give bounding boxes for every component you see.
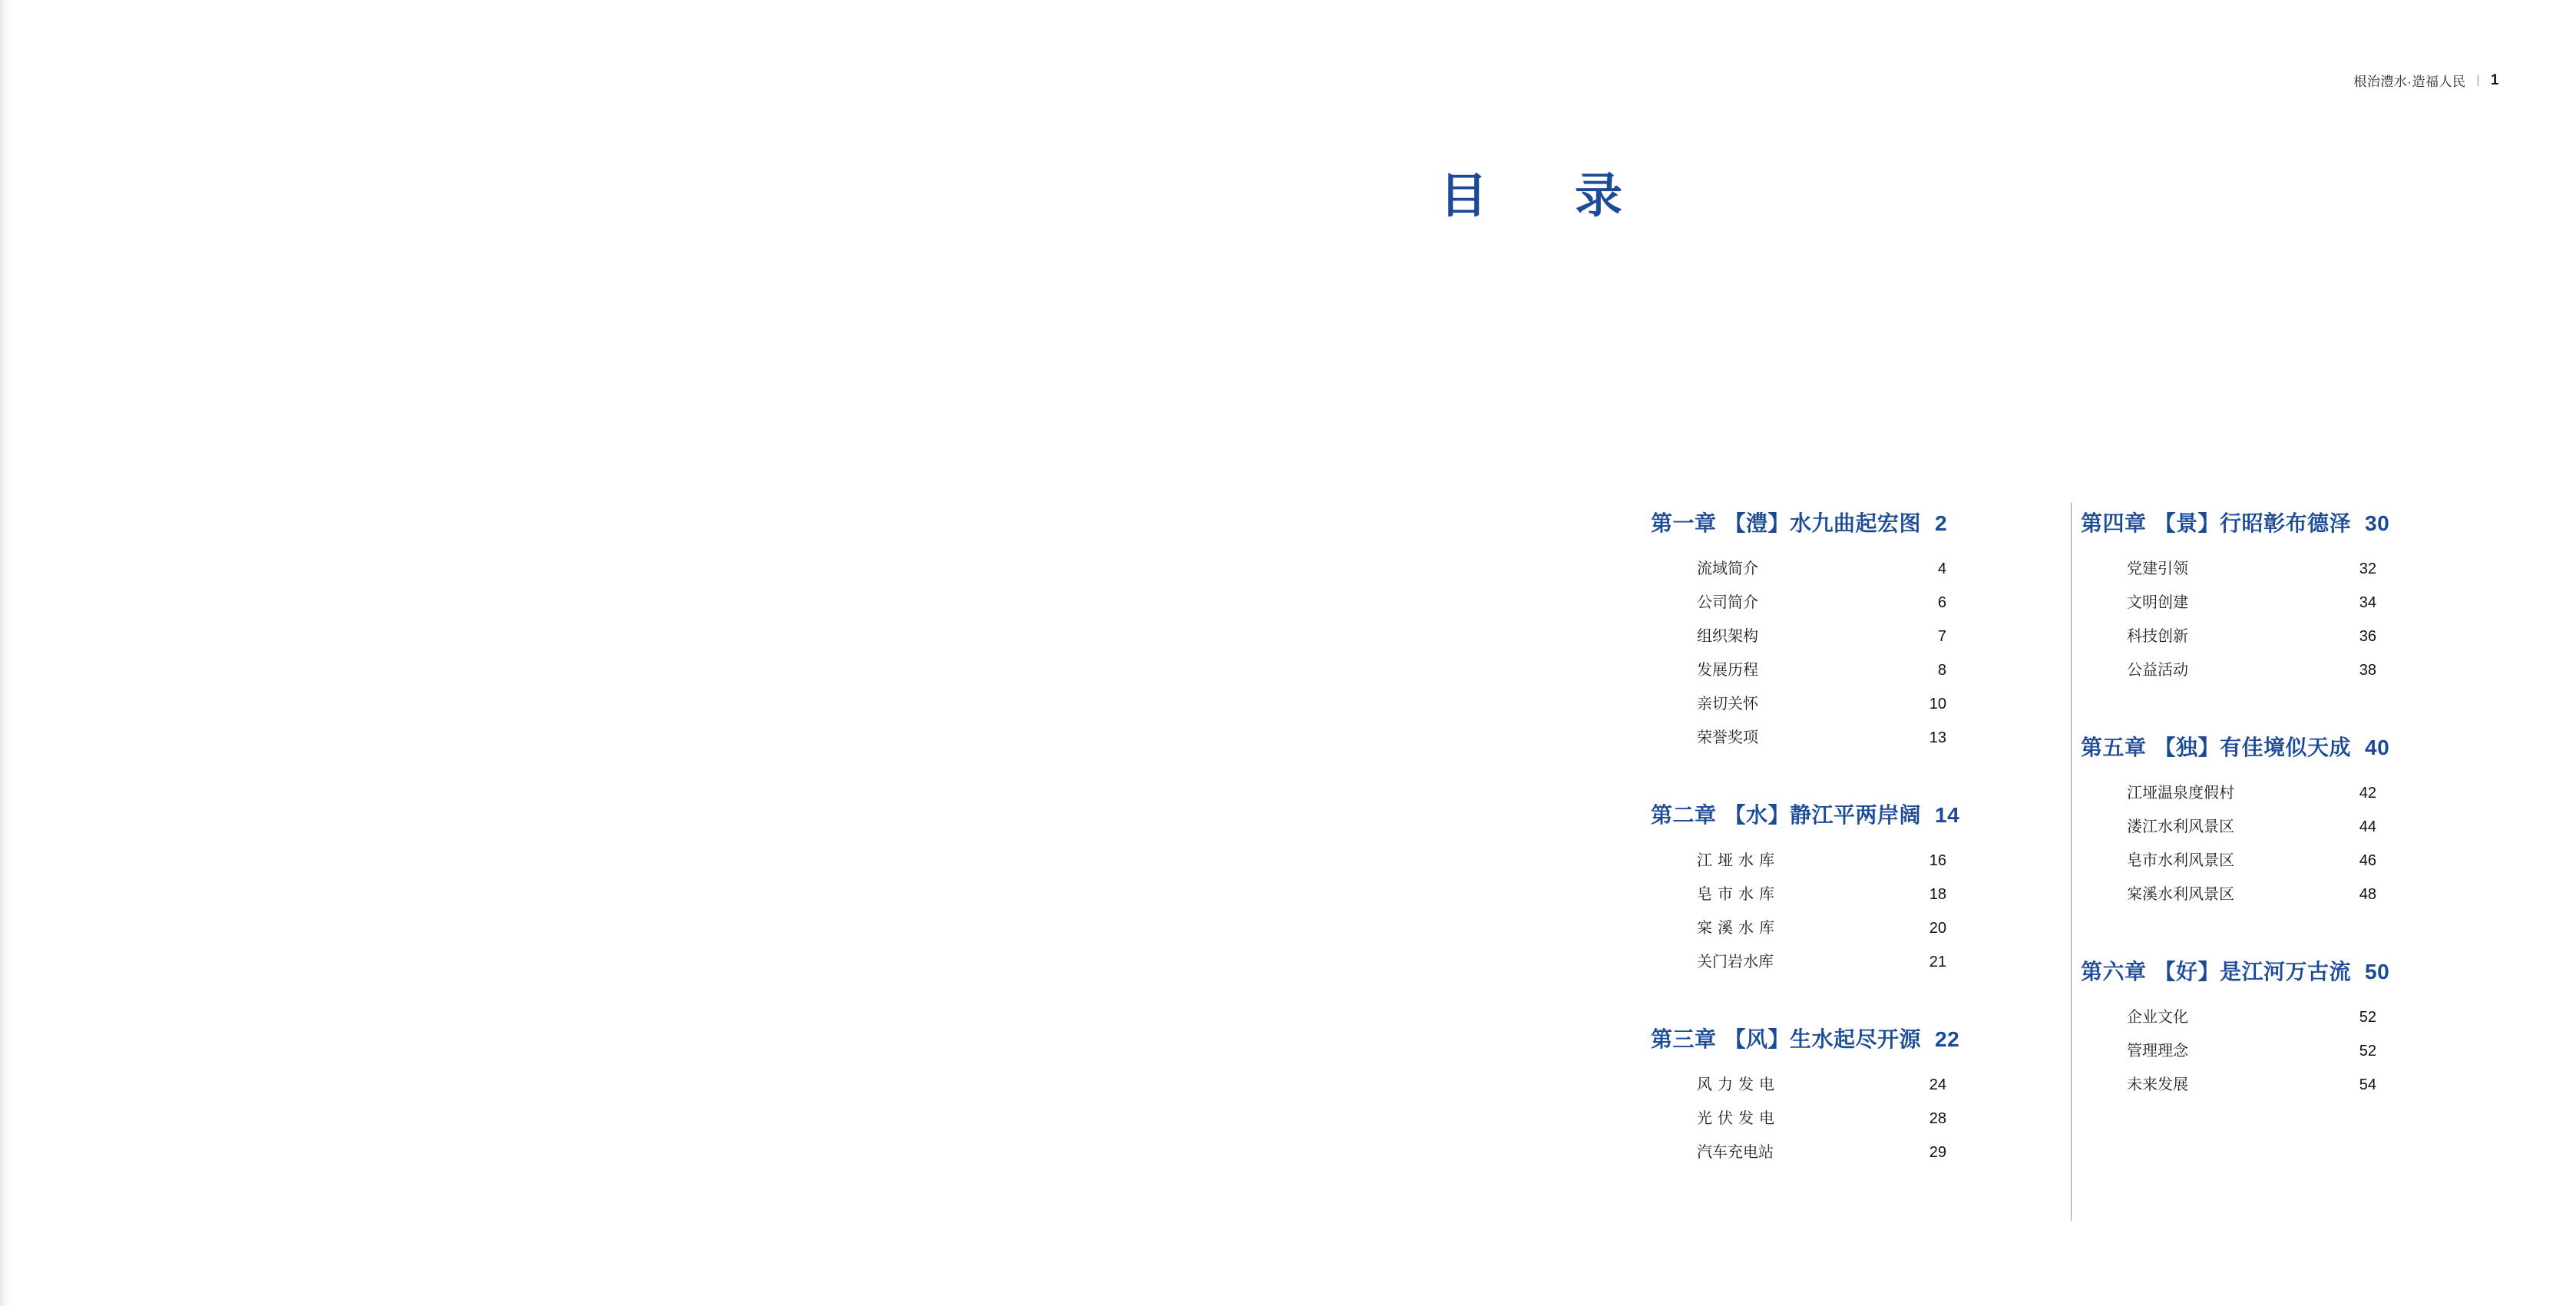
chapter-block	[2081, 731, 2465, 915]
toc-entry[interactable]	[2127, 848, 2465, 881]
toc-entry-label: 关门岩水库	[1697, 954, 1774, 970]
toc-entry-page: 20	[1929, 920, 1946, 937]
chapter-title: 【风】生水起尽开源	[1724, 1027, 1922, 1051]
toc-entry[interactable]	[1697, 623, 2035, 657]
chapter-title: 【水】静江平两岸阔	[1724, 803, 1922, 827]
toc-entry-page: 21	[1929, 954, 1946, 970]
toc-entry-label: 皂市水利风景区	[2127, 852, 2234, 869]
toc-entry-page: 34	[2359, 594, 2376, 611]
chapter-heading[interactable]	[1651, 798, 2035, 829]
toc-entry[interactable]	[1697, 691, 2035, 725]
toc-entry-label: 组织架构	[1697, 628, 1758, 645]
toc-entry-page: 6	[1937, 594, 1946, 611]
toc-entry[interactable]	[1697, 590, 2035, 623]
toc-entry-label: 管理理念	[2127, 1043, 2188, 1060]
toc-entry-page: 42	[2359, 785, 2376, 802]
chapter-number: 第六章	[2081, 960, 2147, 984]
toc-column-right	[2035, 507, 2465, 1173]
toc-entry[interactable]	[2127, 623, 2465, 657]
toc-entry-page: 29	[1929, 1144, 1946, 1161]
toc-entry-label: 企业文化	[2127, 1009, 2188, 1026]
toc-entry-page: 7	[1937, 628, 1946, 645]
chapter-entries	[2081, 1004, 2465, 1106]
toc-entry-page: 44	[2359, 818, 2376, 835]
toc-entry-page: 24	[1929, 1076, 1946, 1093]
toc-entry-page: 38	[2359, 662, 2376, 679]
toc-entry-page: 52	[2359, 1009, 2376, 1026]
toc-column-left	[1651, 507, 2035, 1173]
chapter-heading[interactable]	[2081, 955, 2465, 986]
toc-entry-label: 荣誉奖项	[1697, 729, 1758, 746]
running-header	[2353, 71, 2499, 90]
chapter-entries	[1651, 848, 2035, 983]
chapter-title: 【景】行昭彰布德泽	[2154, 511, 2352, 535]
toc-entry-label: 江垭水库	[1697, 852, 1780, 869]
toc-entry[interactable]	[2127, 780, 2465, 814]
chapter-heading[interactable]	[2081, 731, 2465, 762]
toc-entry[interactable]	[2127, 657, 2465, 691]
chapter-title: 【好】是江河万古流	[2154, 960, 2352, 984]
toc-entry[interactable]	[1697, 1072, 2035, 1106]
chapter-heading[interactable]	[1651, 507, 2035, 537]
chapter-number: 第三章	[1651, 1027, 1717, 1051]
toc-entry[interactable]	[1697, 1139, 2035, 1173]
toc-entry[interactable]	[1697, 1106, 2035, 1139]
page-gutter-shading	[0, 0, 11, 1306]
toc-entry-label: 宲溪水库	[1697, 920, 1780, 937]
toc-entry-page: 8	[1937, 662, 1946, 679]
toc-entry-page: 4	[1937, 560, 1946, 577]
chapter-number: 第一章	[1651, 511, 1717, 535]
chapter-page-number: 40	[2365, 736, 2390, 759]
chapter-number: 第四章	[2081, 511, 2147, 535]
chapter-block	[1651, 798, 2035, 983]
chapter-title: 【独】有佳境似天成	[2154, 736, 2352, 759]
chapter-page-number: 22	[1935, 1027, 1960, 1051]
running-header-page-number: 1	[2490, 71, 2499, 88]
chapter-page-number: 30	[2365, 511, 2390, 535]
page-title: 目 录	[1440, 170, 1643, 223]
chapter-entries	[1651, 556, 2035, 759]
toc-entry-page: 28	[1929, 1110, 1946, 1127]
toc-entry-page: 18	[1929, 886, 1946, 903]
toc-entry-label: 江垭温泉度假村	[2127, 785, 2234, 802]
toc-entry[interactable]	[1697, 556, 2035, 590]
toc-entry[interactable]	[1697, 949, 2035, 983]
toc-entry-label: 宲溪水利风景区	[2127, 886, 2234, 903]
chapter-entries	[2081, 556, 2465, 691]
toc-entry-label: 未来发展	[2127, 1076, 2188, 1093]
toc-entry[interactable]	[1697, 657, 2035, 691]
toc-entry-page: 10	[1929, 696, 1946, 713]
toc-entry-page: 48	[2359, 886, 2376, 903]
chapter-block	[1651, 507, 2035, 759]
toc-entry-label: 亲切关怀	[1697, 696, 1758, 713]
toc-entry-page: 16	[1929, 852, 1946, 869]
chapter-block	[2081, 507, 2465, 691]
toc-columns	[1651, 507, 2503, 1173]
chapter-block	[1651, 1023, 2035, 1173]
toc-entry-label: 文明创建	[2127, 594, 2188, 611]
toc-entry-page: 46	[2359, 852, 2376, 869]
chapter-page-number: 14	[1935, 803, 1960, 827]
toc-entry-label: 光伏发电	[1697, 1110, 1780, 1127]
toc-entry-label: 流域简介	[1697, 560, 1758, 577]
chapter-entries	[2081, 780, 2465, 915]
running-header-text: 根治澧水·造福人民	[2353, 74, 2466, 89]
toc-entry-page: 13	[1929, 729, 1946, 746]
toc-entry-label: 公益活动	[2127, 662, 2188, 679]
chapter-number: 第二章	[1651, 803, 1717, 827]
toc-entry[interactable]	[2127, 1072, 2465, 1106]
toc-entry[interactable]	[2127, 1038, 2465, 1072]
chapter-heading[interactable]	[1651, 1023, 2035, 1053]
toc-entry[interactable]	[1697, 881, 2035, 915]
toc-entry-label: 溇江水利风景区	[2127, 818, 2234, 835]
chapter-entries	[1651, 1072, 2035, 1173]
toc-entry-page: 36	[2359, 628, 2376, 645]
toc-entry-page: 52	[2359, 1043, 2376, 1060]
toc-entry[interactable]	[2127, 814, 2465, 848]
toc-entry-label: 风力发电	[1697, 1076, 1780, 1093]
toc-entry-label: 科技创新	[2127, 628, 2188, 645]
toc-entry[interactable]	[1697, 725, 2035, 759]
toc-entry[interactable]	[1697, 915, 2035, 949]
toc-entry[interactable]	[2127, 590, 2465, 623]
toc-entry-label: 公司简介	[1697, 594, 1758, 611]
chapter-block	[2081, 955, 2465, 1106]
running-header-separator: |	[2476, 74, 2480, 87]
chapter-page-number: 50	[2365, 960, 2390, 984]
toc-entry-page: 54	[2359, 1076, 2376, 1093]
toc-entry[interactable]	[1697, 848, 2035, 881]
toc-entry-label: 汽车充电站	[1697, 1144, 1774, 1161]
toc-entry[interactable]	[2127, 881, 2465, 915]
chapter-title: 【澧】水九曲起宏图	[1724, 511, 1922, 535]
toc-entry[interactable]	[2127, 556, 2465, 590]
toc-entry[interactable]	[2127, 1004, 2465, 1038]
toc-entry-page: 32	[2359, 560, 2376, 577]
chapter-page-number: 2	[1935, 511, 1948, 535]
toc-entry-label: 党建引领	[2127, 560, 2188, 577]
chapter-heading[interactable]	[2081, 507, 2465, 537]
toc-entry-label: 发展历程	[1697, 662, 1758, 679]
toc-entry-label: 皂市水库	[1697, 886, 1780, 903]
chapter-number: 第五章	[2081, 736, 2147, 759]
